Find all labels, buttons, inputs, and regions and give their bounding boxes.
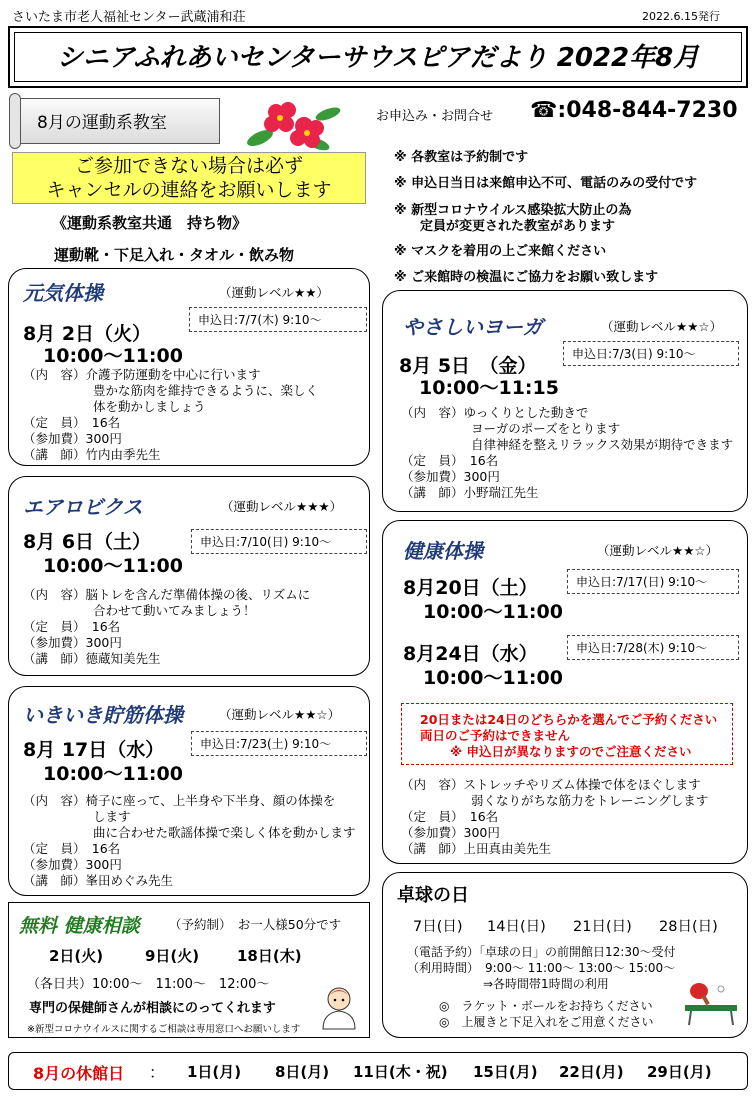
class-card-kenko bbox=[382, 520, 748, 864]
consult-date: 9日(火) bbox=[145, 947, 200, 965]
hibiscus-icon bbox=[246, 96, 342, 154]
class-teacher: （講 師）竹内由季先生 bbox=[23, 447, 161, 462]
class-date: 8月 6日（土） bbox=[23, 531, 152, 553]
scroll-label: 8月の運動系教室 bbox=[37, 113, 167, 133]
class-capacity: （定 員） 16名 bbox=[23, 619, 121, 634]
apply-date: 申込日:7/28(木) 9:10～ bbox=[567, 635, 739, 660]
classes-scroll-banner bbox=[14, 98, 220, 144]
class-card-yoga bbox=[382, 290, 748, 512]
closed-day: 8日(月) bbox=[275, 1063, 330, 1081]
note-item: 定員が変更された教室があります bbox=[394, 219, 616, 234]
class-content: （内 容）ストレッチやリズム体操で体をほぐします bbox=[401, 777, 701, 792]
note-item: ※ マスクを着用の上ご来館ください bbox=[394, 244, 607, 259]
page-title: シニアふれあいセンターサウスピアだより 2022年8月 bbox=[14, 32, 742, 82]
pingpong-duration: ⇒各時間帯1時間の利用 bbox=[483, 977, 609, 991]
class-time: 10:00～11:00 bbox=[43, 763, 183, 785]
consult-note: ※新型コロナウイルスに関するご相談は専用窓口へお願いします bbox=[27, 1024, 301, 1035]
class-content: （内 容）脳トレを含んだ準備体操の後、リズムに bbox=[23, 587, 311, 602]
class-time: 10:00～11:00 bbox=[423, 601, 563, 623]
class-fee: （参加費）300円 bbox=[23, 635, 122, 650]
class-content: します bbox=[93, 809, 131, 824]
class-fee: （参加費）300円 bbox=[23, 857, 122, 872]
nurse-icon bbox=[315, 983, 363, 1031]
class-content: （内 容）介護予防運動を中心に行います bbox=[23, 367, 261, 382]
title-box bbox=[8, 26, 748, 88]
note-item: ※ ご来館時の検温にご協力をお願い致します bbox=[394, 270, 659, 285]
class-teacher: （講 師）小野瑞江先生 bbox=[401, 485, 539, 500]
class-fee: （参加費）300円 bbox=[23, 431, 122, 446]
note-item: ※ 新型コロナウイルス感染拡大防止の為 bbox=[394, 203, 632, 218]
pingpong-date: 14日(日) bbox=[487, 919, 546, 935]
class-card-genki bbox=[8, 268, 370, 466]
org-name: さいたま市老人福祉センター武蔵浦和荘 bbox=[12, 10, 246, 25]
belongings-list: 運動靴・下足入れ・タオル・飲み物 bbox=[54, 246, 295, 264]
class-date: 8月 17日（水） bbox=[23, 739, 165, 761]
consult-date: 18日(木) bbox=[237, 947, 302, 965]
class-level: （運動レベル★★☆） bbox=[597, 543, 719, 558]
closed-day: 11日(木・祝) bbox=[353, 1063, 448, 1081]
consult-subtitle: （予約制） お一人様50分です bbox=[169, 917, 342, 932]
class-title: やさしいヨーガ bbox=[403, 315, 543, 339]
consult-message: 専門の保健師さんが相談にのってくれます bbox=[29, 1001, 276, 1016]
class-level: （運動レベル★★☆） bbox=[601, 319, 723, 334]
pingpong-bring: ◎ 上履きと下足入れをご用意ください bbox=[439, 1015, 654, 1029]
contact-label: お申込み・お問合せ bbox=[376, 109, 494, 124]
class-level: （運動レベル★★☆） bbox=[219, 707, 341, 722]
consult-times: （各日共）10:00～ 11:00～ 12:00～ bbox=[27, 977, 270, 992]
class-capacity: （定 員） 16名 bbox=[23, 841, 121, 856]
class-content: 豊かな筋肉を維持できるように、楽しく bbox=[93, 383, 319, 398]
class-capacity: （定 員） 16名 bbox=[401, 453, 499, 468]
apply-date: 申込日:7/23(土) 9:10～ bbox=[191, 731, 367, 756]
apply-date: 申込日:7/7(木) 9:10～ bbox=[189, 307, 367, 332]
kenko-notice-box bbox=[401, 703, 733, 765]
pingpong-reserve: （電話予約）「卓球の日」の前開館日12:30～受付 bbox=[407, 945, 676, 959]
class-fee: （参加費）300円 bbox=[401, 825, 500, 840]
cancel-line-2: キャンセルの連絡をお願いします bbox=[46, 179, 332, 201]
class-time: 10:00～11:15 bbox=[419, 377, 559, 399]
consult-card bbox=[8, 902, 370, 1038]
belongings-title: 《運動系教室共通 持ち物》 bbox=[52, 214, 248, 232]
notice-line: 両日のご予約はできません bbox=[420, 728, 571, 743]
class-card-aerobics bbox=[8, 476, 370, 676]
class-level: （運動レベル★★★） bbox=[221, 499, 343, 514]
class-content: 体を動かしましょう bbox=[93, 399, 206, 414]
class-teacher: （講 師）峯田めぐみ先生 bbox=[23, 873, 174, 888]
class-date: 8月 2日（火） bbox=[23, 323, 152, 345]
scroll-roll-icon bbox=[9, 93, 21, 149]
pingpong-date: 28日(日) bbox=[659, 919, 718, 935]
table-tennis-icon bbox=[681, 979, 741, 1027]
class-teacher: （講 師）德蔵知美先生 bbox=[23, 651, 161, 666]
class-content: （内 容）ゆっくりとした動きで bbox=[401, 405, 589, 420]
class-content: （内 容）椅子に座って、上半身や下半身、顔の体操を bbox=[23, 793, 336, 808]
class-level: （運動レベル★★） bbox=[219, 285, 329, 300]
class-title: いきいき貯筋体操 bbox=[23, 703, 183, 727]
closed-colon: ： bbox=[149, 1063, 166, 1082]
pingpong-date: 7日(日) bbox=[413, 919, 463, 935]
cancel-line-1: ご参加できない場合は必ず bbox=[74, 155, 303, 177]
class-fee: （参加費）300円 bbox=[401, 469, 500, 484]
closed-day: 1日(月) bbox=[187, 1063, 242, 1081]
pingpong-date: 21日(日) bbox=[573, 919, 632, 935]
pingpong-bring: ◎ ラケット・ボールをお持ちください bbox=[439, 999, 653, 1013]
class-content: ヨーガのポーズをとります bbox=[471, 421, 621, 436]
closed-day: 29日(月) bbox=[647, 1063, 712, 1081]
pingpong-card bbox=[382, 872, 748, 1038]
closed-label: 8月の休館日 bbox=[33, 1064, 125, 1083]
class-time: 10:00～11:00 bbox=[43, 345, 183, 367]
class-date: 8月24日（水） bbox=[403, 643, 538, 665]
note-item: ※ 各教室は予約制です bbox=[394, 150, 529, 165]
notice-line: ※ 申込日が異なりますのでご注意ください bbox=[450, 744, 692, 759]
note-item: ※ 申込日当日は来館申込不可、電話のみの受付です bbox=[394, 176, 698, 191]
issue-date: 2022.6.15発行 bbox=[642, 10, 720, 23]
class-time: 10:00～11:00 bbox=[423, 667, 563, 689]
class-teacher: （講 師）上田真由美先生 bbox=[401, 841, 552, 856]
class-capacity: （定 員） 16名 bbox=[23, 415, 121, 430]
class-capacity: （定 員） 16名 bbox=[401, 809, 499, 824]
class-title: エアロビクス bbox=[23, 495, 143, 519]
closed-days-bar bbox=[8, 1052, 748, 1090]
apply-date: 申込日:7/10(日) 9:10～ bbox=[191, 529, 367, 554]
class-time: 10:00～11:00 bbox=[43, 555, 183, 577]
class-date: 8月 5日 （金） bbox=[399, 355, 537, 377]
consult-date: 2日(火) bbox=[49, 947, 104, 965]
cancel-banner bbox=[12, 152, 366, 204]
notice-line: 20日または24日のどちらかを選んでご予約ください bbox=[420, 712, 718, 727]
apply-date: 申込日:7/17(日) 9:10～ bbox=[567, 569, 739, 594]
class-date: 8月20日（土） bbox=[403, 577, 538, 599]
pingpong-hours: （利用時間） 9:00～ 11:00～ 13:00～ 15:00～ bbox=[407, 961, 676, 975]
consult-title: 無料 健康相談 bbox=[19, 915, 140, 937]
closed-day: 15日(月) bbox=[473, 1063, 538, 1081]
class-card-ikiiki bbox=[8, 686, 370, 896]
phone-number: ☎:048-844-7230 bbox=[530, 98, 738, 123]
pingpong-title: 卓球の日 bbox=[397, 885, 469, 906]
class-content: 曲に合わせた歌謡体操で楽しく体を動かします bbox=[93, 825, 356, 840]
class-title: 健康体操 bbox=[403, 539, 483, 563]
apply-date: 申込日:7/3(日) 9:10～ bbox=[563, 341, 739, 366]
class-title: 元気体操 bbox=[23, 281, 103, 305]
class-content: 自律神経を整えリラックス効果が期待できます bbox=[471, 437, 734, 452]
class-content: 弱くなりがちな筋力をトレーニングします bbox=[471, 793, 709, 808]
class-content: 合わせて動いてみましょう！ bbox=[93, 603, 256, 618]
closed-day: 22日(月) bbox=[559, 1063, 624, 1081]
